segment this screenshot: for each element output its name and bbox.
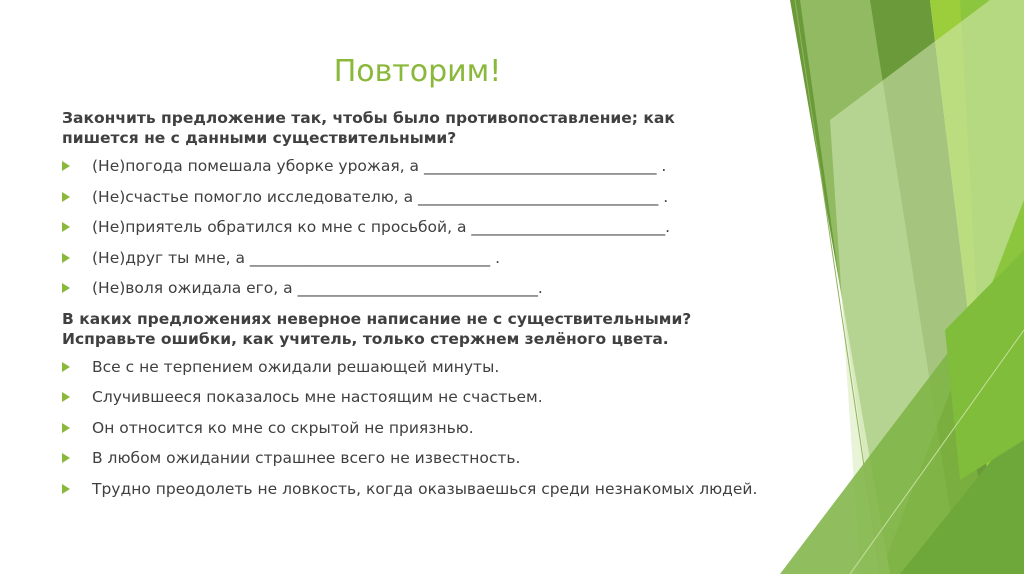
slide-content: [62, 108, 842, 509]
list-item-text: (Не)приятель обратился ко мне с просьбой, а _________________________.: [92, 218, 671, 236]
list-item-text: (Не)счастье помогло исследователю, а _______________________________ .: [92, 187, 669, 206]
list-item: [62, 156, 842, 176]
list-item-text: (Не)воля ожидала его, а _______________________________.: [92, 279, 543, 297]
triangle-bullet-icon: [62, 222, 70, 232]
triangle-bullet-icon: [62, 283, 70, 293]
triangle-bullet-icon: [62, 362, 70, 372]
list-item-text: Трудно преодолеть не ловкость, когда оказываешься среди незнакомых людей.: [92, 479, 758, 498]
list-item: [62, 217, 842, 237]
triangle-bullet-icon: [62, 253, 70, 263]
list-item-text: (Не)друг ты мне, а _______________________________ .: [92, 248, 501, 267]
list-item: [62, 418, 842, 438]
list-item: [62, 278, 842, 298]
list-item-text: Случившееся показалось мне настоящим не счастьем.: [92, 388, 543, 406]
list-item: [62, 448, 842, 468]
section1-heading: Закончить предложение так, чтобы было противопоставление; как пишется не с данными существительными?: [62, 109, 675, 147]
list-item: [62, 387, 842, 407]
triangle-bullet-icon: [62, 484, 70, 494]
section2-heading: В каких предложениях неверное написание не с существительными? Исправьте ошибки, как учитель, только стержнем зелёного цвета.: [62, 309, 692, 348]
slide-title: Повторим!: [333, 54, 502, 89]
list-item: [62, 187, 842, 207]
triangle-bullet-icon: [62, 423, 70, 433]
triangle-bullet-icon: [62, 161, 70, 171]
section1-list: [62, 156, 842, 298]
list-item: [62, 479, 842, 499]
list-item: [62, 248, 842, 268]
list-item-text: Все с не терпением ожидали решающей минуты.: [92, 357, 500, 376]
list-item: [62, 357, 842, 377]
list-item-text: В любом ожидании страшнее всего не известность.: [92, 449, 521, 467]
section2-list: [62, 357, 842, 499]
list-item-text: (Не)погода помешала уборке урожая, а ______________________________ .: [92, 157, 667, 175]
triangle-bullet-icon: [62, 192, 70, 202]
triangle-bullet-icon: [62, 453, 70, 463]
list-item-text: Он относится ко мне со скрытой не приязнью.: [92, 418, 474, 437]
triangle-bullet-icon: [62, 392, 70, 402]
